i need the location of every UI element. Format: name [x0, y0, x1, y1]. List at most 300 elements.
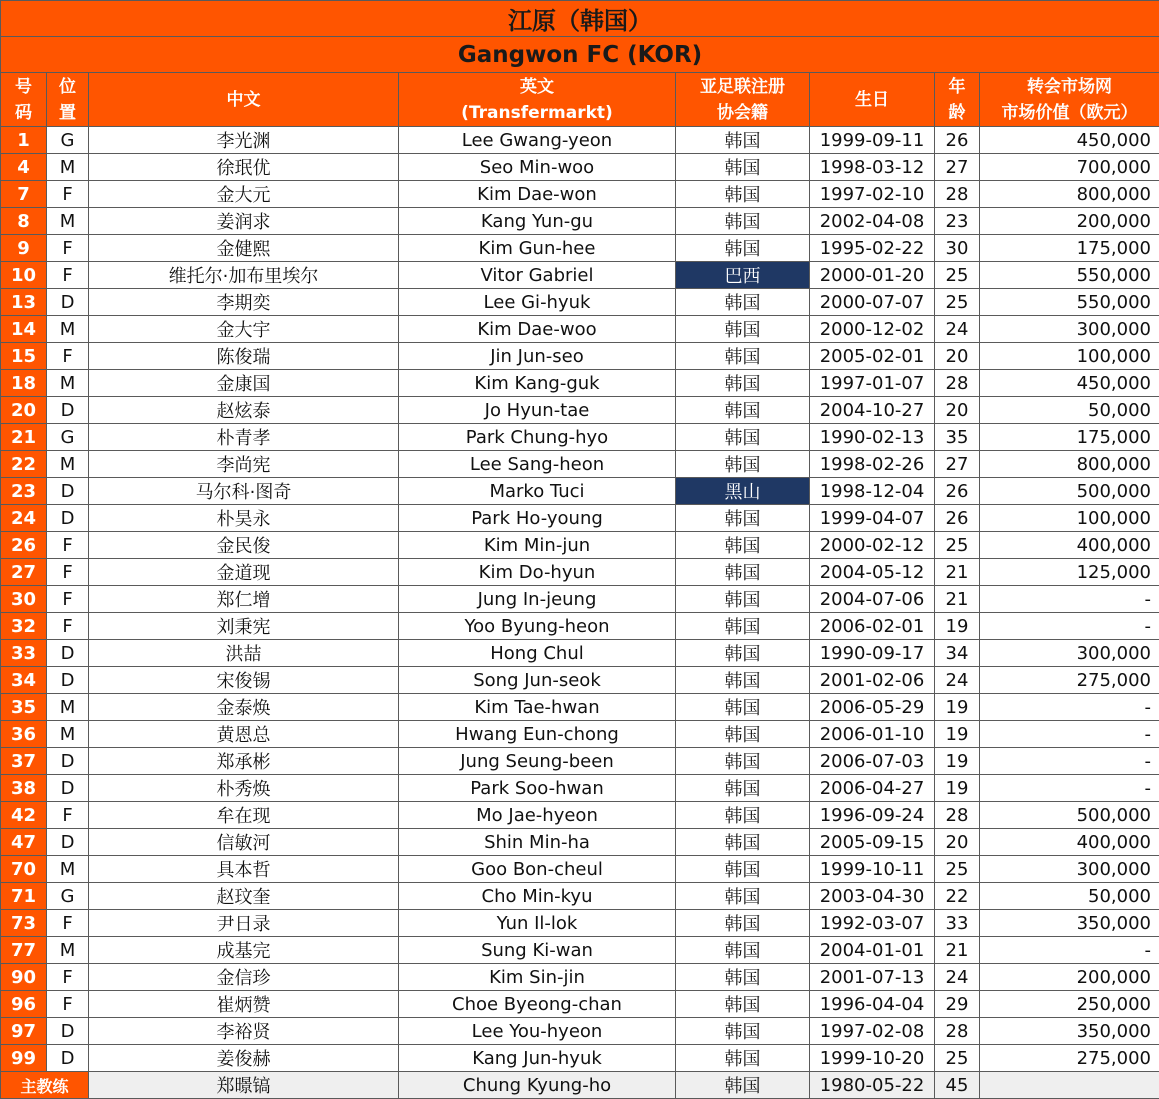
player-english-name: Marko Tuci — [399, 478, 676, 505]
player-market-value: 400,000 — [980, 829, 1159, 856]
player-market-value: 100,000 — [980, 343, 1159, 370]
player-position: F — [47, 343, 89, 370]
player-number: 33 — [1, 640, 47, 667]
player-nationality: 韩国 — [676, 748, 810, 775]
player-nationality: 韩国 — [676, 370, 810, 397]
table-row — [1, 802, 1159, 829]
player-age: 35 — [935, 424, 980, 451]
player-chinese-name: 李裕贤 — [89, 1018, 399, 1045]
player-age: 19 — [935, 775, 980, 802]
table-row — [1, 343, 1159, 370]
player-age: 25 — [935, 856, 980, 883]
table-row — [1, 721, 1159, 748]
header-nationality — [676, 73, 810, 127]
player-nationality: 韩国 — [676, 559, 810, 586]
player-nationality: 韩国 — [676, 289, 810, 316]
player-nationality: 韩国 — [676, 397, 810, 424]
player-age: 28 — [935, 370, 980, 397]
player-birth-date: 1996-09-24 — [810, 802, 935, 829]
player-age: 30 — [935, 235, 980, 262]
player-chinese-name: 洪喆 — [89, 640, 399, 667]
player-english-name: Kim Dae-won — [399, 181, 676, 208]
player-english-name: Kim Kang-guk — [399, 370, 676, 397]
player-birth-date: 1992-03-07 — [810, 910, 935, 937]
player-number: 42 — [1, 802, 47, 829]
table-row — [1, 1018, 1159, 1045]
player-position: G — [47, 424, 89, 451]
header-nationality-title: 亚足联注册 — [680, 74, 805, 100]
player-nationality: 韩国 — [676, 613, 810, 640]
player-chinese-name: 具本哲 — [89, 856, 399, 883]
player-english-name: Lee Gi-hyuk — [399, 289, 676, 316]
player-number: 96 — [1, 991, 47, 1018]
player-birth-date: 2005-02-01 — [810, 343, 935, 370]
player-english-name: Sung Ki-wan — [399, 937, 676, 964]
player-number: 15 — [1, 343, 47, 370]
player-market-value: - — [980, 694, 1159, 721]
player-birth-date: 2006-04-27 — [810, 775, 935, 802]
player-nationality: 韩国 — [676, 1018, 810, 1045]
player-nationality: 韩国 — [676, 910, 810, 937]
player-number: 20 — [1, 397, 47, 424]
player-chinese-name: 李尚宪 — [89, 451, 399, 478]
player-number: 32 — [1, 613, 47, 640]
player-chinese-name: 金民俊 — [89, 532, 399, 559]
player-number: 37 — [1, 748, 47, 775]
player-market-value: 300,000 — [980, 316, 1159, 343]
player-nationality: 韩国 — [676, 343, 810, 370]
player-birth-date: 2006-07-03 — [810, 748, 935, 775]
player-number: 21 — [1, 424, 47, 451]
player-birth-date: 1999-04-07 — [810, 505, 935, 532]
table-row — [1, 910, 1159, 937]
player-number: 10 — [1, 262, 47, 289]
player-birth-date: 1997-02-10 — [810, 181, 935, 208]
player-market-value: 250,000 — [980, 991, 1159, 1018]
header-english-title: 英文 — [403, 74, 671, 100]
player-position: F — [47, 586, 89, 613]
player-position: M — [47, 937, 89, 964]
player-age: 19 — [935, 748, 980, 775]
table-row — [1, 748, 1159, 775]
table-row — [1, 289, 1159, 316]
player-position: F — [47, 532, 89, 559]
player-nationality: 韩国 — [676, 505, 810, 532]
player-birth-date: 2000-01-20 — [810, 262, 935, 289]
player-position: D — [47, 1045, 89, 1072]
player-position: M — [47, 208, 89, 235]
player-market-value: 200,000 — [980, 208, 1159, 235]
player-english-name: Park Soo-hwan — [399, 775, 676, 802]
table-row — [1, 775, 1159, 802]
squad-table-body — [1, 1, 1159, 1099]
player-nationality: 韩国 — [676, 721, 810, 748]
player-age: 25 — [935, 289, 980, 316]
player-english-name: Cho Min-kyu — [399, 883, 676, 910]
table-row — [1, 694, 1159, 721]
player-english-name: Lee Gwang-yeon — [399, 127, 676, 154]
player-nationality: 韩国 — [676, 856, 810, 883]
player-position: D — [47, 289, 89, 316]
table-row — [1, 181, 1159, 208]
player-birth-date: 1997-02-08 — [810, 1018, 935, 1045]
player-market-value: 50,000 — [980, 397, 1159, 424]
header-number-line-1: 号 — [5, 74, 42, 100]
header-age-line-2: 龄 — [939, 100, 975, 126]
player-english-name: Mo Jae-hyeon — [399, 802, 676, 829]
table-row — [1, 451, 1159, 478]
player-market-value: 175,000 — [980, 424, 1159, 451]
player-english-name: Yoo Byung-heon — [399, 613, 676, 640]
player-position: F — [47, 964, 89, 991]
player-market-value: - — [980, 775, 1159, 802]
player-number: 13 — [1, 289, 47, 316]
table-row — [1, 856, 1159, 883]
coach-market-value — [980, 1072, 1159, 1099]
player-nationality: 韩国 — [676, 316, 810, 343]
player-position: M — [47, 451, 89, 478]
table-row — [1, 829, 1159, 856]
player-chinese-name: 姜润求 — [89, 208, 399, 235]
player-market-value: 450,000 — [980, 127, 1159, 154]
player-chinese-name: 金泰焕 — [89, 694, 399, 721]
header-position — [47, 73, 89, 127]
player-chinese-name: 成基完 — [89, 937, 399, 964]
player-market-value: - — [980, 721, 1159, 748]
player-market-value: - — [980, 748, 1159, 775]
player-market-value: - — [980, 613, 1159, 640]
table-row — [1, 883, 1159, 910]
player-number: 47 — [1, 829, 47, 856]
player-nationality: 韩国 — [676, 1045, 810, 1072]
player-market-value: 500,000 — [980, 802, 1159, 829]
coach-nationality: 韩国 — [676, 1072, 810, 1099]
player-english-name: Kim Dae-woo — [399, 316, 676, 343]
player-age: 23 — [935, 208, 980, 235]
header-value — [980, 73, 1159, 127]
header-age-line-1: 年 — [939, 74, 975, 100]
player-position: G — [47, 883, 89, 910]
table-row — [1, 424, 1159, 451]
player-birth-date: 1990-09-17 — [810, 640, 935, 667]
table-row — [1, 640, 1159, 667]
player-market-value: 700,000 — [980, 154, 1159, 181]
table-row — [1, 127, 1159, 154]
table-row — [1, 154, 1159, 181]
table-row — [1, 505, 1159, 532]
player-number: 8 — [1, 208, 47, 235]
player-number: 34 — [1, 667, 47, 694]
player-english-name: Kim Sin-jin — [399, 964, 676, 991]
player-chinese-name: 信敏河 — [89, 829, 399, 856]
player-nationality: 韩国 — [676, 802, 810, 829]
table-row — [1, 370, 1159, 397]
player-nationality: 韩国 — [676, 694, 810, 721]
player-chinese-name: 金康国 — [89, 370, 399, 397]
player-birth-date: 2004-05-12 — [810, 559, 935, 586]
player-birth-date: 2004-07-06 — [810, 586, 935, 613]
player-number: 26 — [1, 532, 47, 559]
player-position: F — [47, 802, 89, 829]
player-birth-date: 2002-04-08 — [810, 208, 935, 235]
player-number: 27 — [1, 559, 47, 586]
player-birth-date: 2006-01-10 — [810, 721, 935, 748]
header-nationality-sub: 协会籍 — [680, 100, 805, 126]
player-position: F — [47, 559, 89, 586]
player-birth-date: 2006-02-01 — [810, 613, 935, 640]
player-birth-date: 2001-07-13 — [810, 964, 935, 991]
player-nationality: 韩国 — [676, 154, 810, 181]
player-english-name: Jin Jun-seo — [399, 343, 676, 370]
player-chinese-name: 朴昊永 — [89, 505, 399, 532]
player-english-name: Hong Chul — [399, 640, 676, 667]
player-age: 24 — [935, 667, 980, 694]
coach-age: 45 — [935, 1072, 980, 1099]
table-row — [1, 478, 1159, 505]
player-age: 19 — [935, 613, 980, 640]
player-position: F — [47, 262, 89, 289]
player-nationality: 韩国 — [676, 964, 810, 991]
player-number: 70 — [1, 856, 47, 883]
player-english-name: Shin Min-ha — [399, 829, 676, 856]
player-position: F — [47, 181, 89, 208]
table-row — [1, 532, 1159, 559]
player-number: 90 — [1, 964, 47, 991]
player-birth-date: 2006-05-29 — [810, 694, 935, 721]
header-position-line-2: 置 — [51, 100, 84, 126]
player-nationality: 韩国 — [676, 640, 810, 667]
player-number: 23 — [1, 478, 47, 505]
title-row-cn — [1, 1, 1159, 37]
player-chinese-name: 牟在现 — [89, 802, 399, 829]
header-number-line-2: 码 — [5, 100, 42, 126]
player-number: 9 — [1, 235, 47, 262]
player-chinese-name: 马尔科·图奇 — [89, 478, 399, 505]
player-chinese-name: 刘秉宪 — [89, 613, 399, 640]
player-number: 71 — [1, 883, 47, 910]
player-age: 28 — [935, 802, 980, 829]
player-english-name: Kim Gun-hee — [399, 235, 676, 262]
player-position: D — [47, 397, 89, 424]
player-market-value: 300,000 — [980, 640, 1159, 667]
player-number: 77 — [1, 937, 47, 964]
table-row — [1, 991, 1159, 1018]
player-birth-date: 2001-02-06 — [810, 667, 935, 694]
player-english-name: Kim Tae-hwan — [399, 694, 676, 721]
player-english-name: Song Jun-seok — [399, 667, 676, 694]
player-nationality: 韩国 — [676, 208, 810, 235]
player-market-value: 275,000 — [980, 667, 1159, 694]
player-english-name: Vitor Gabriel — [399, 262, 676, 289]
player-english-name: Kang Jun-hyuk — [399, 1045, 676, 1072]
player-nationality: 黑山 — [676, 478, 810, 505]
player-age: 25 — [935, 532, 980, 559]
player-birth-date: 2004-10-27 — [810, 397, 935, 424]
player-position: D — [47, 748, 89, 775]
player-chinese-name: 李期奕 — [89, 289, 399, 316]
player-age: 28 — [935, 1018, 980, 1045]
table-row — [1, 559, 1159, 586]
player-english-name: Jo Hyun-tae — [399, 397, 676, 424]
player-english-name: Seo Min-woo — [399, 154, 676, 181]
table-row — [1, 964, 1159, 991]
player-market-value: 350,000 — [980, 910, 1159, 937]
player-english-name: Jung In-jeung — [399, 586, 676, 613]
player-market-value: 300,000 — [980, 856, 1159, 883]
table-row — [1, 1045, 1159, 1072]
player-number: 14 — [1, 316, 47, 343]
player-chinese-name: 姜俊赫 — [89, 1045, 399, 1072]
player-english-name: Park Ho-young — [399, 505, 676, 532]
player-birth-date: 1990-02-13 — [810, 424, 935, 451]
player-chinese-name: 陈俊瑞 — [89, 343, 399, 370]
table-row — [1, 613, 1159, 640]
player-birth-date: 2004-01-01 — [810, 937, 935, 964]
table-row — [1, 208, 1159, 235]
player-position: G — [47, 127, 89, 154]
player-number: 38 — [1, 775, 47, 802]
player-market-value: 175,000 — [980, 235, 1159, 262]
player-birth-date: 1998-12-04 — [810, 478, 935, 505]
player-age: 24 — [935, 964, 980, 991]
player-birth-date: 1999-10-11 — [810, 856, 935, 883]
player-birth-date: 1999-10-20 — [810, 1045, 935, 1072]
player-chinese-name: 金健熙 — [89, 235, 399, 262]
header-birth: 生日 — [810, 73, 935, 127]
player-nationality: 韩国 — [676, 424, 810, 451]
player-nationality: 韩国 — [676, 127, 810, 154]
player-birth-date: 1996-04-04 — [810, 991, 935, 1018]
player-market-value: 50,000 — [980, 883, 1159, 910]
player-birth-date: 2005-09-15 — [810, 829, 935, 856]
player-number: 18 — [1, 370, 47, 397]
player-position: D — [47, 478, 89, 505]
player-age: 25 — [935, 1045, 980, 1072]
player-english-name: Lee Sang-heon — [399, 451, 676, 478]
player-birth-date: 1999-09-11 — [810, 127, 935, 154]
header-english-sub: (Transfermarkt) — [403, 100, 671, 126]
player-chinese-name: 金信珍 — [89, 964, 399, 991]
player-nationality: 韩国 — [676, 451, 810, 478]
header-value-title: 转会市场网 — [984, 74, 1155, 100]
player-number: 24 — [1, 505, 47, 532]
player-market-value: 550,000 — [980, 262, 1159, 289]
player-chinese-name: 崔炳赞 — [89, 991, 399, 1018]
player-number: 22 — [1, 451, 47, 478]
player-age: 24 — [935, 316, 980, 343]
player-nationality: 韩国 — [676, 181, 810, 208]
table-row — [1, 586, 1159, 613]
header-row — [1, 73, 1159, 127]
player-position: M — [47, 316, 89, 343]
player-birth-date: 1997-01-07 — [810, 370, 935, 397]
player-birth-date: 1995-02-22 — [810, 235, 935, 262]
player-position: F — [47, 910, 89, 937]
player-chinese-name: 朴秀焕 — [89, 775, 399, 802]
player-english-name: Hwang Eun-chong — [399, 721, 676, 748]
player-market-value: 125,000 — [980, 559, 1159, 586]
player-chinese-name: 赵玟奎 — [89, 883, 399, 910]
player-market-value: 450,000 — [980, 370, 1159, 397]
player-position: D — [47, 775, 89, 802]
player-number: 36 — [1, 721, 47, 748]
player-age: 21 — [935, 559, 980, 586]
player-english-name: Kim Do-hyun — [399, 559, 676, 586]
player-chinese-name: 郑仁增 — [89, 586, 399, 613]
player-nationality: 韩国 — [676, 532, 810, 559]
player-chinese-name: 黄恩总 — [89, 721, 399, 748]
player-age: 19 — [935, 694, 980, 721]
player-position: M — [47, 721, 89, 748]
header-value-sub: 市场价值（欧元） — [984, 100, 1155, 126]
player-position: M — [47, 370, 89, 397]
header-number — [1, 73, 47, 127]
player-position: F — [47, 991, 89, 1018]
player-nationality: 韩国 — [676, 775, 810, 802]
player-age: 27 — [935, 451, 980, 478]
player-number: 73 — [1, 910, 47, 937]
player-age: 21 — [935, 937, 980, 964]
player-number: 97 — [1, 1018, 47, 1045]
player-age: 22 — [935, 883, 980, 910]
player-english-name: Kim Min-jun — [399, 532, 676, 559]
team-title-chinese: 江原（韩国） — [1, 1, 1159, 37]
player-birth-date: 1998-02-26 — [810, 451, 935, 478]
player-position: D — [47, 1018, 89, 1045]
player-market-value: - — [980, 586, 1159, 613]
player-chinese-name: 徐珉优 — [89, 154, 399, 181]
player-age: 25 — [935, 262, 980, 289]
player-number: 99 — [1, 1045, 47, 1072]
player-age: 20 — [935, 343, 980, 370]
table-row — [1, 937, 1159, 964]
player-age: 26 — [935, 127, 980, 154]
coach-chinese-name: 郑暻镐 — [89, 1072, 399, 1099]
player-position: M — [47, 694, 89, 721]
player-position: M — [47, 856, 89, 883]
coach-label: 主教练 — [1, 1072, 89, 1099]
player-age: 34 — [935, 640, 980, 667]
player-nationality: 韩国 — [676, 937, 810, 964]
player-birth-date: 2000-02-12 — [810, 532, 935, 559]
player-birth-date: 2000-12-02 — [810, 316, 935, 343]
player-market-value: 800,000 — [980, 451, 1159, 478]
player-market-value: 550,000 — [980, 289, 1159, 316]
player-number: 4 — [1, 154, 47, 181]
coach-birth-date: 1980-05-22 — [810, 1072, 935, 1099]
table-row — [1, 316, 1159, 343]
player-nationality: 韩国 — [676, 829, 810, 856]
player-position: D — [47, 667, 89, 694]
player-position: F — [47, 613, 89, 640]
player-market-value: 275,000 — [980, 1045, 1159, 1072]
player-age: 21 — [935, 586, 980, 613]
player-age: 26 — [935, 505, 980, 532]
player-english-name: Park Chung-hyo — [399, 424, 676, 451]
player-position: D — [47, 829, 89, 856]
player-english-name: Goo Bon-cheul — [399, 856, 676, 883]
player-english-name: Choe Byeong-chan — [399, 991, 676, 1018]
player-english-name: Lee You-hyeon — [399, 1018, 676, 1045]
player-chinese-name: 维托尔·加布里埃尔 — [89, 262, 399, 289]
table-row — [1, 235, 1159, 262]
player-number: 30 — [1, 586, 47, 613]
player-chinese-name: 宋俊锡 — [89, 667, 399, 694]
table-row — [1, 397, 1159, 424]
player-number: 1 — [1, 127, 47, 154]
player-market-value: 100,000 — [980, 505, 1159, 532]
player-position: D — [47, 640, 89, 667]
